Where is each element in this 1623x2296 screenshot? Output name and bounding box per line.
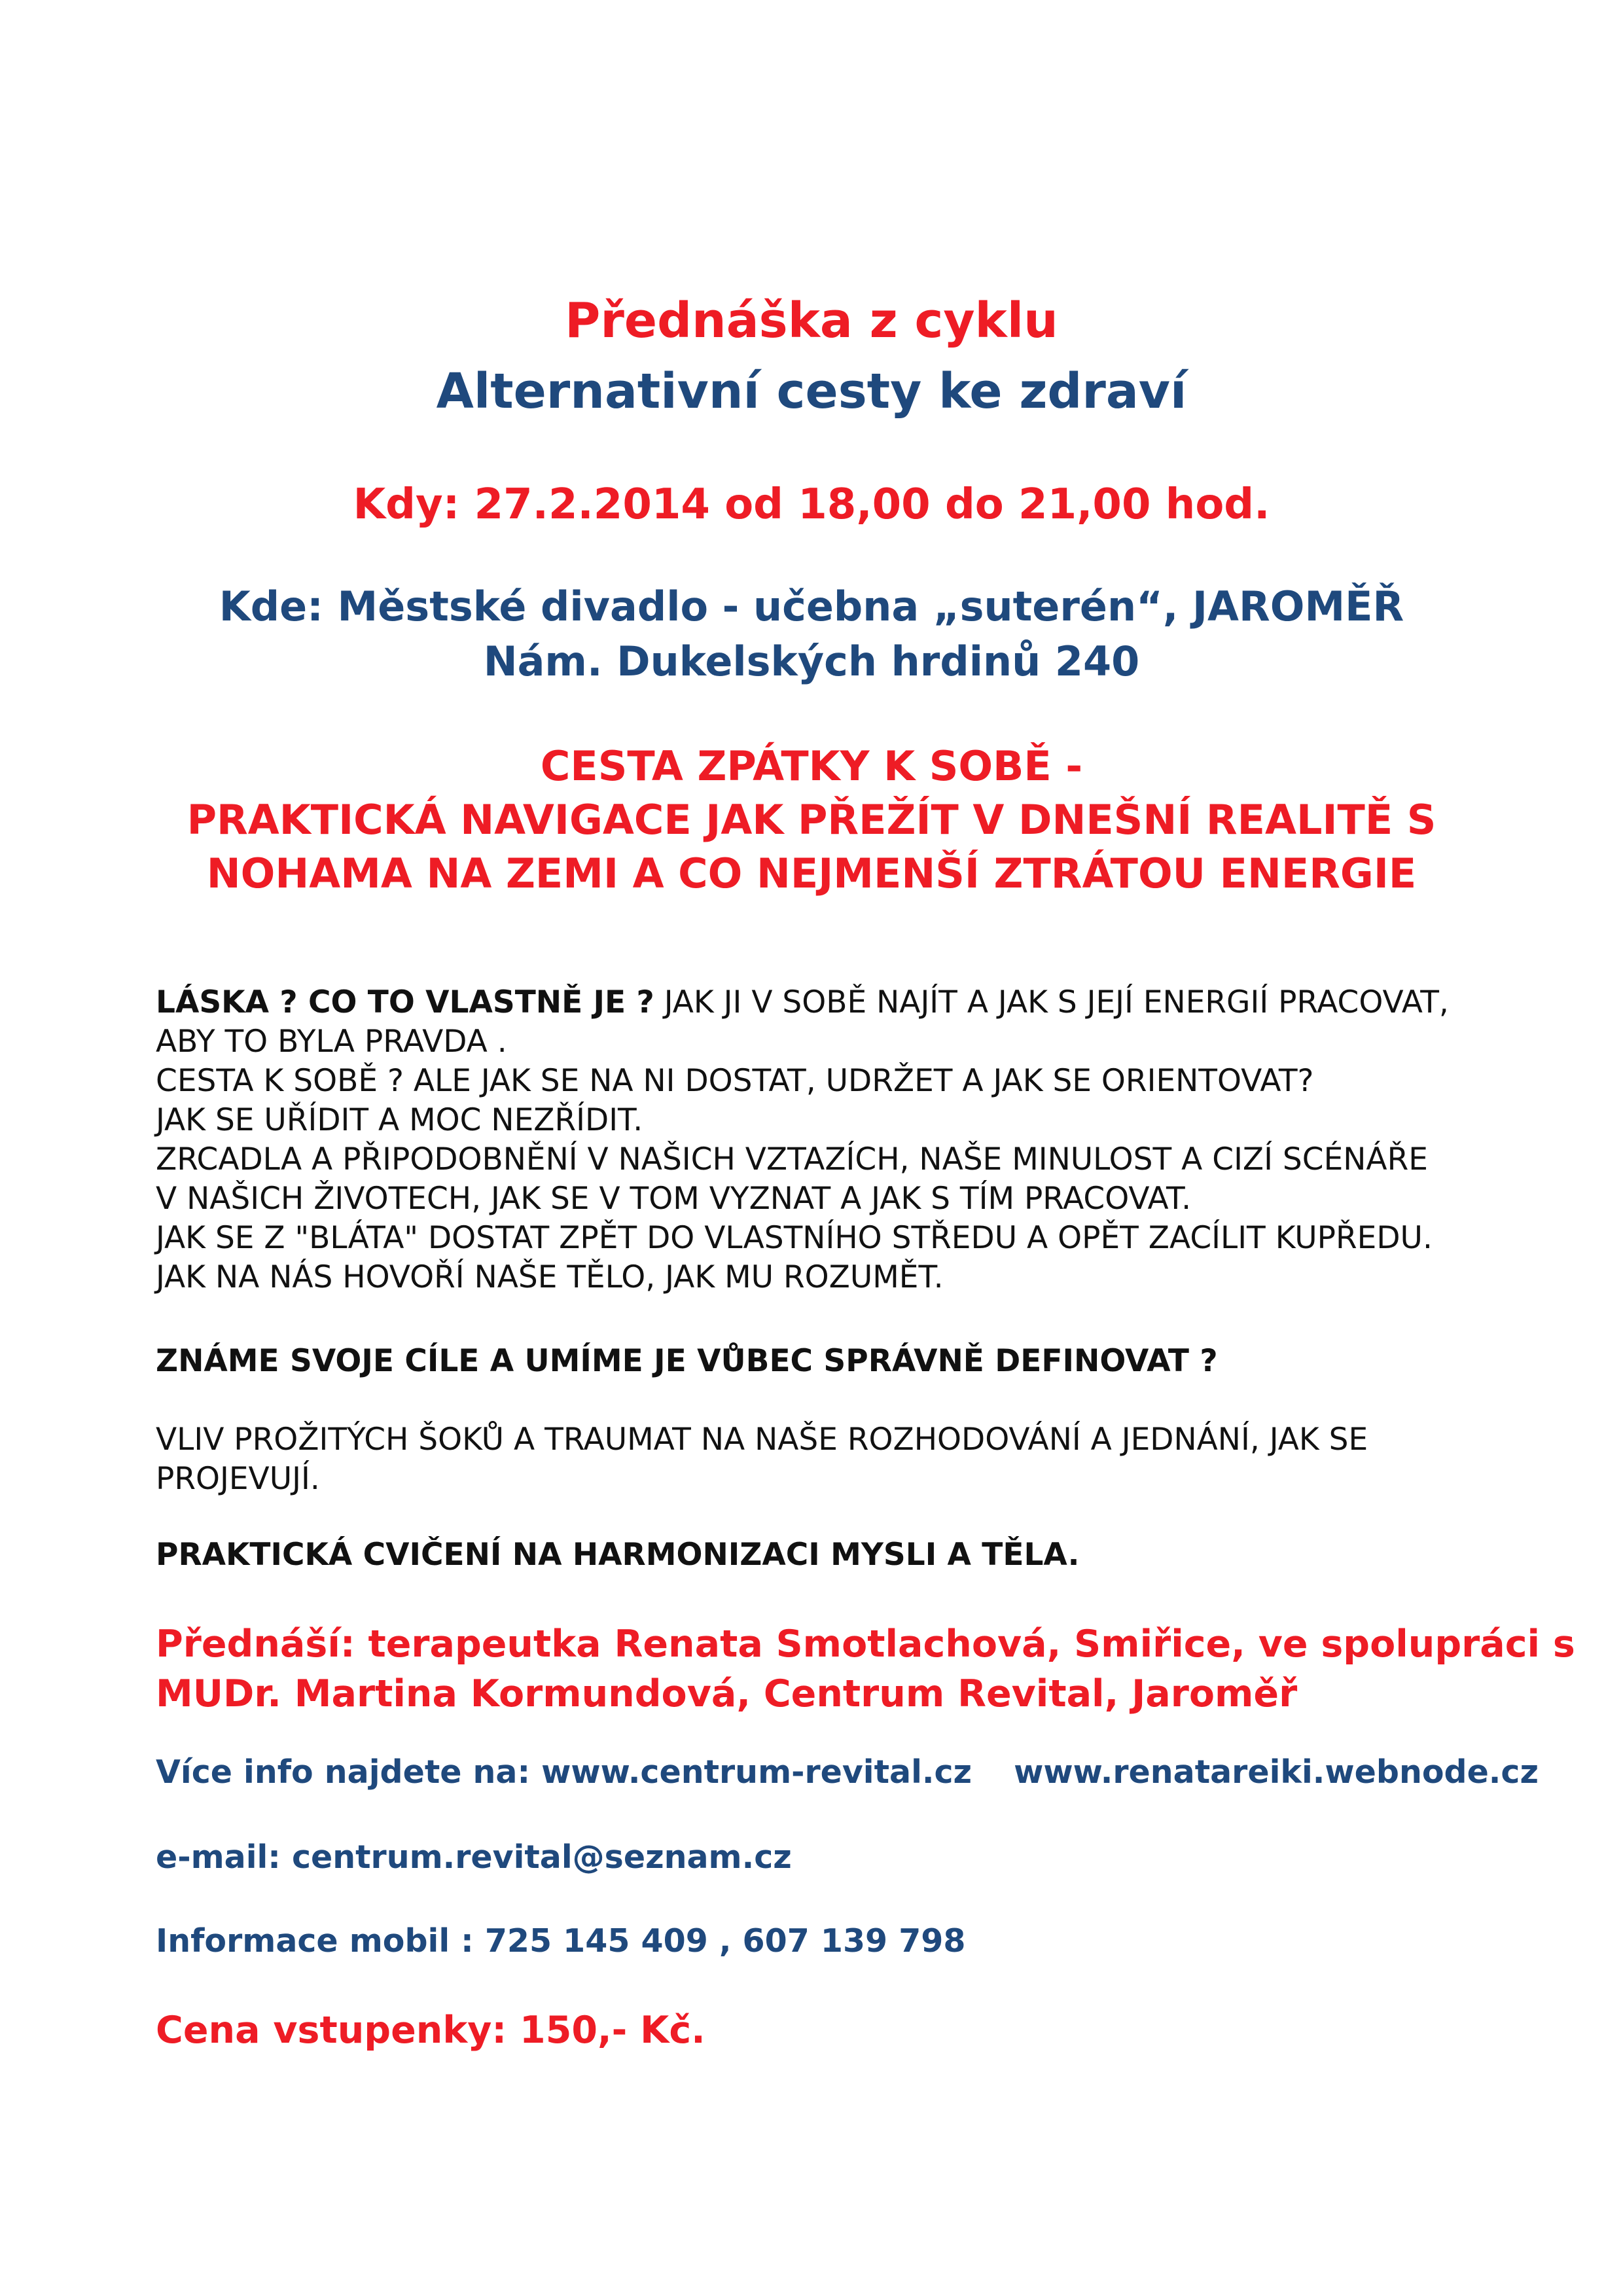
lecturer-info — [156, 1619, 1575, 1719]
topics-line: JAK SE Z "BLÁTA" DOSTAT ZPĚT DO VLASTNÍHO STŘEDU A OPĚT ZACÍLIT KUPŘEDU. — [156, 1220, 1433, 1256]
theme-line: PRAKTICKÁ NAVIGACE JAK PŘEŽÍT V DNEŠNÍ REALITĚ S — [187, 796, 1436, 844]
more-info-line — [156, 1751, 1539, 1793]
trauma-line: PROJEVUJÍ. — [156, 1461, 320, 1497]
trauma-line: VLIV PROŽITÝCH ŠOKŮ A TRAUMAT NA NAŠE ROZHODOVÁNÍ A JEDNÁNÍ, JAK SE — [156, 1422, 1368, 1458]
topics-line: CESTA K SOBĚ ? ALE JAK SE NA NI DOSTAT, UDRŽET A JAK SE ORIENTOVAT? — [156, 1063, 1314, 1099]
theme-line: NOHAMA NA ZEMI A CO NEJMENŠÍ ZTRÁTOU ENERGIE — [206, 850, 1417, 897]
topics-line: V NAŠICH ŽIVOTECH, JAK SE V TOM VYZNAT A JAK S TÍM PRACOVAT. — [156, 1181, 1192, 1217]
lecturer-line: Přednáší: terapeutka Renata Smotlachová, Smiřice, ve spolupráci s — [156, 1623, 1575, 1666]
topics-line: ABY TO BYLA PRAVDA . — [156, 1024, 507, 1060]
ticket-price: Cena vstupenky: 150,- Kč. — [156, 2009, 705, 2052]
more-info-link-reiki[interactable]: www.renatareiki.webnode.cz — [1014, 1753, 1539, 1791]
topics-lead: LÁSKA ? CO TO VLASTNĚ JE ? — [156, 984, 654, 1020]
phone-contact: Informace mobil : 725 145 409 , 607 139 798 — [156, 1922, 966, 1960]
event-date-time: Kdy: 27.2.2014 od 18,00 do 21,00 hod. — [353, 480, 1270, 529]
title-lecture-series: Přednáška z cyklu — [565, 293, 1058, 349]
topics-lead-rest: JAK JI V SOBĚ NAJÍT A JAK S JEJÍ ENERGIÍ PRACOVAT, — [654, 984, 1449, 1020]
topics-line: JAK NA NÁS HOVOŘÍ NAŠE TĚLO, JAK MU ROZUMĚT. — [156, 1259, 944, 1295]
lecturer-line: MUDr. Martina Kormundová, Centrum Revital, Jaroměř — [156, 1672, 1298, 1715]
event-address: Nám. Dukelských hrdinů 240 — [483, 637, 1140, 685]
topics-paragraph — [156, 983, 1517, 1297]
trauma-paragraph — [156, 1420, 1517, 1499]
topics-line: JAK SE UŘÍDIT A MOC NEZŘÍDIT. — [156, 1102, 643, 1138]
exercises-line: PRAKTICKÁ CVIČENÍ NA HARMONIZACI MYSLI A TĚLA. — [156, 1537, 1080, 1573]
more-info-link-revital[interactable]: Více info najdete na: www.centrum-revital.cz — [156, 1753, 972, 1791]
theme-line: CESTA ZPÁTKY K SOBĚ - — [540, 742, 1083, 790]
event-venue: Kde: Městské divadlo - učebna „suterén“, JAROMĚŘ — [219, 583, 1404, 630]
email-contact[interactable]: e-mail: centrum.revital@seznam.cz — [156, 1839, 792, 1876]
title-series-name: Alternativní cesty ke zdraví — [436, 363, 1187, 420]
goals-question: ZNÁME SVOJE CÍLE A UMÍME JE VŮBEC SPRÁVNĚ DEFINOVAT ? — [156, 1343, 1218, 1379]
topics-first-line — [156, 983, 1517, 1022]
lecture-theme — [0, 740, 1623, 901]
topics-line: ZRCADLA A PŘIPODOBNĚNÍ V NAŠICH VZTAZÍCH, NAŠE MINULOST A CIZÍ SCÉNÁŘE — [156, 1141, 1428, 1177]
